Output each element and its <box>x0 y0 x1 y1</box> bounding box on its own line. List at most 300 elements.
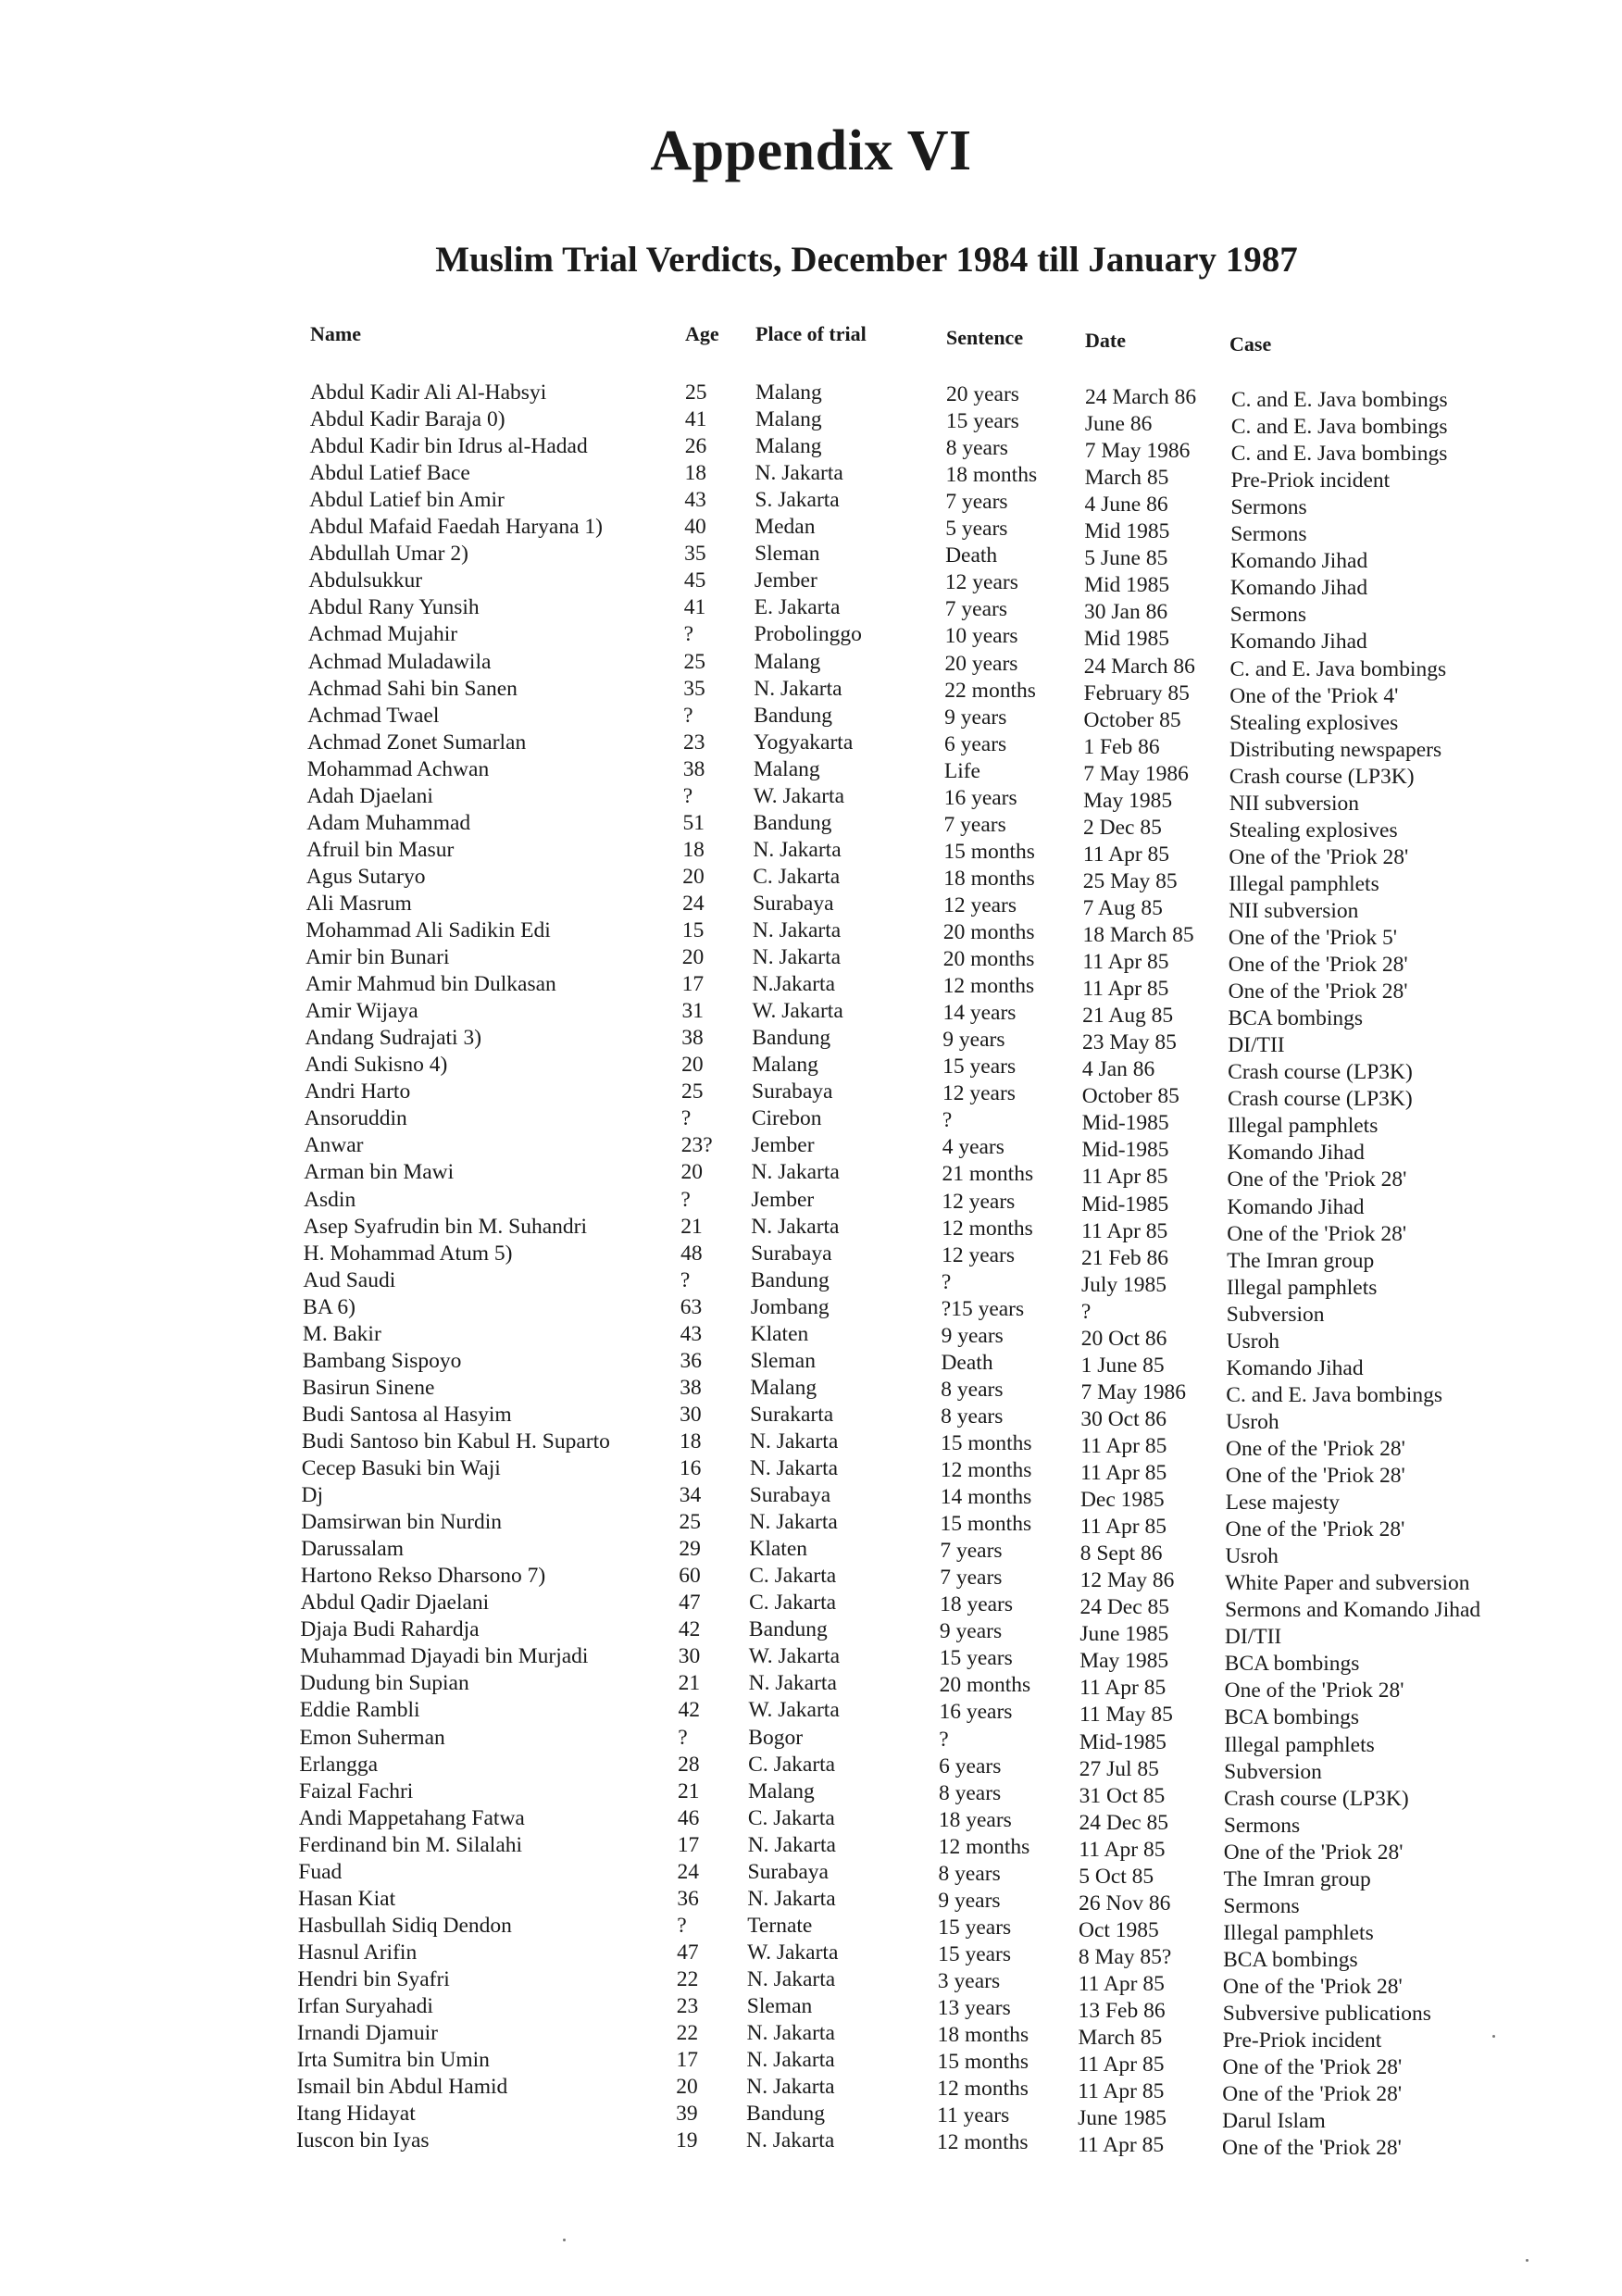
cell-age: 43 <box>684 488 706 513</box>
cell-place: Bandung <box>752 1026 831 1051</box>
cell-sentence: 20 years <box>944 651 1018 676</box>
cell-name: Muhammad Djayadi bin Murjadi <box>300 1644 589 1669</box>
cell-place: C. Jakarta <box>753 864 841 889</box>
cell-place: N. Jakarta <box>751 1160 840 1185</box>
cell-case: One of the 'Priok 4' <box>1229 683 1399 708</box>
table-row <box>0 783 1622 816</box>
cell-sentence: 22 months <box>944 678 1036 703</box>
cell-date: May 1985 <box>1079 1649 1169 1674</box>
cell-place: Klaten <box>749 1537 808 1562</box>
cell-age: 41 <box>683 595 706 620</box>
cell-name: Hasbullah Sidiq Dendon <box>297 1913 512 1938</box>
cell-place: Malang <box>755 434 822 459</box>
cell-date: 8 Sept 86 <box>1079 1541 1163 1566</box>
cell-case: The Imran group <box>1227 1248 1375 1273</box>
cell-date: 5 Oct 85 <box>1079 1864 1154 1889</box>
cell-age: 47 <box>679 1591 701 1616</box>
cell-case: Stealing explosives <box>1229 710 1399 735</box>
cell-case: Crash course (LP3K) <box>1229 764 1415 789</box>
cell-age: 23 <box>676 1994 699 2018</box>
cell-place: N.Jakarta <box>752 972 835 997</box>
cell-place: Yogyakarta <box>754 730 854 755</box>
table-row <box>0 568 1622 601</box>
cell-place: Jombang <box>750 1294 830 1319</box>
cell-case: One of the 'Priok 28' <box>1228 980 1408 1004</box>
cell-sentence: 15 months <box>941 1430 1032 1455</box>
cell-case: Subversion <box>1226 1302 1325 1327</box>
cell-name: Ali Masrum <box>306 891 412 916</box>
table-row <box>0 1886 1622 1918</box>
cell-date: July 1985 <box>1080 1272 1167 1297</box>
cell-age: 18 <box>680 1429 702 1454</box>
cell-name: Erlangga <box>299 1752 379 1777</box>
cell-place: W. Jakarta <box>748 1698 840 1723</box>
cell-age: 28 <box>678 1752 700 1777</box>
cell-sentence: ? <box>939 1727 949 1752</box>
cell-age: 30 <box>678 1644 701 1669</box>
cell-name: Ansoruddin <box>304 1106 407 1131</box>
table-row <box>0 1025 1622 1058</box>
cell-age: 29 <box>679 1537 701 1562</box>
cell-date: 18 March 85 <box>1082 923 1194 947</box>
table-row <box>0 1429 1622 1461</box>
cell-date: 30 Oct 86 <box>1080 1406 1167 1431</box>
cell-age: 25 <box>679 1510 702 1535</box>
cell-sentence: 12 months <box>940 1458 1032 1482</box>
cell-name: Abdul Latief bin Amir <box>309 488 505 513</box>
cell-sentence: 12 years <box>942 1242 1016 1267</box>
cell-name: Hasan Kiat <box>298 1886 396 1911</box>
cell-age: 20 <box>682 864 705 889</box>
cell-case: Sermons <box>1230 522 1307 547</box>
table-row <box>0 460 1622 493</box>
cell-sentence: 15 years <box>945 409 1019 434</box>
cell-sentence: 8 years <box>945 436 1008 461</box>
cell-age: 42 <box>678 1617 701 1642</box>
cell-sentence: 12 years <box>942 1081 1016 1106</box>
cell-date: 11 Apr 85 <box>1078 1971 1165 1996</box>
cell-place: Bogor <box>748 1725 804 1750</box>
cell-case: NII subversion <box>1229 898 1359 923</box>
table-row <box>0 1455 1622 1488</box>
cell-date: 26 Nov 86 <box>1079 1890 1171 1915</box>
cell-place: N. Jakarta <box>746 1966 836 1991</box>
cell-case: Subversive publications <box>1222 2002 1431 2026</box>
cell-age: 18 <box>682 837 705 862</box>
cell-case: One of the 'Priok 28' <box>1222 2136 1402 2161</box>
cell-case: Komando Jihad <box>1229 630 1367 655</box>
table-row <box>0 514 1622 547</box>
cell-place: Surabaya <box>752 1079 833 1104</box>
cell-date: Dec 1985 <box>1079 1488 1165 1513</box>
cell-name: Cecep Basuki bin Waji <box>301 1456 501 1480</box>
cell-age: ? <box>680 1187 691 1212</box>
cell-sentence: Death <box>945 543 998 568</box>
cell-age: 26 <box>684 434 707 459</box>
cell-case: Usroh <box>1225 1544 1279 1569</box>
cell-case: One of the 'Priok 28' <box>1224 1678 1404 1703</box>
cell-name: Ismail bin Abdul Hamid <box>296 2075 508 2100</box>
cell-age: 46 <box>677 1805 700 1830</box>
cell-date: 13 Feb 86 <box>1078 1999 1166 2023</box>
cell-sentence: 14 years <box>942 1001 1017 1026</box>
cell-age: ? <box>682 783 693 808</box>
table-row <box>0 541 1622 574</box>
cell-date: 31 Oct 85 <box>1079 1783 1166 1808</box>
cell-age: 34 <box>679 1483 702 1508</box>
cell-name: Abdul Mafaid Faedah Haryana 1) <box>308 515 603 540</box>
cell-name: Darussalam <box>301 1537 404 1562</box>
cell-date: 21 Feb 86 <box>1081 1245 1169 1270</box>
cell-sentence: 21 months <box>942 1162 1034 1187</box>
cell-name: Arman bin Mawi <box>304 1160 455 1185</box>
cell-case: NII subversion <box>1229 791 1360 816</box>
cell-sentence: 8 years <box>941 1377 1004 1402</box>
cell-age: 21 <box>680 1214 703 1239</box>
cell-sentence: 18 years <box>940 1592 1014 1617</box>
cell-sentence: 18 years <box>938 1807 1012 1832</box>
cell-age: 25 <box>685 381 707 405</box>
cell-case: Pre-Priok incident <box>1222 2028 1382 2053</box>
cell-sentence: 9 years <box>942 1028 1005 1053</box>
cell-age: 35 <box>684 542 706 567</box>
table-row <box>0 649 1622 681</box>
header-case: Case <box>1229 332 1272 356</box>
cell-place: Bandung <box>754 703 832 728</box>
cell-case: Sermons <box>1223 1893 1300 1918</box>
cell-sentence: 20 months <box>942 947 1035 972</box>
cell-place: Sleman <box>750 1348 816 1373</box>
cell-name: Fuad <box>298 1859 343 1884</box>
cell-age: 24 <box>677 1859 700 1884</box>
cell-case: Illegal pamphlets <box>1224 1732 1375 1757</box>
cell-name: Abdul Kadir Ali Al-Habsyi <box>310 381 547 405</box>
table-row <box>0 1159 1622 1192</box>
cell-case: BCA bombings <box>1223 1947 1358 1972</box>
cell-case: Illegal pamphlets <box>1227 1114 1379 1139</box>
cell-case: C. and E. Java bombings <box>1231 388 1448 412</box>
cell-name: Mohammad Ali Sadikin Edi <box>306 918 551 942</box>
table-row <box>0 2074 1622 2107</box>
cell-place: Jember <box>751 1133 815 1158</box>
cell-date: June 86 <box>1084 412 1153 437</box>
cell-place: N. Jakarta <box>752 945 842 970</box>
cell-date: 11 Apr 85 <box>1079 1676 1167 1701</box>
cell-place: Surakarta <box>750 1402 834 1427</box>
cell-place: Surabaya <box>749 1483 831 1508</box>
cell-case: One of the 'Priok 28' <box>1227 1167 1407 1192</box>
cell-place: Ternate <box>747 1913 813 1938</box>
cell-case: Pre-Priok incident <box>1230 468 1391 493</box>
cell-case: BCA bombings <box>1228 1006 1364 1031</box>
table-row <box>0 971 1622 1004</box>
cell-date: 11 Apr 85 <box>1082 977 1169 1002</box>
cell-date: Mid-1985 <box>1081 1111 1169 1136</box>
cell-name: Andi Sukisno 4) <box>305 1053 448 1078</box>
cell-place: Surabaya <box>747 1859 829 1884</box>
cell-sentence: 20 years <box>946 382 1019 406</box>
cell-age: 20 <box>680 1160 704 1185</box>
cell-age: 20 <box>676 2075 698 2100</box>
cell-date: 12 May 86 <box>1079 1568 1175 1593</box>
cell-place: Malang <box>755 407 822 432</box>
cell-name: H. Mohammad Atum 5) <box>303 1241 513 1266</box>
cell-sentence: 20 months <box>939 1673 1031 1698</box>
cell-place: Bandung <box>750 1267 830 1292</box>
cell-sentence: 9 years <box>944 705 1007 730</box>
table-row <box>0 1267 1622 1300</box>
cell-age: ? <box>680 1267 691 1292</box>
cell-age: 38 <box>681 1026 704 1051</box>
cell-sentence: Life <box>943 758 980 783</box>
cell-case: BCA bombings <box>1224 1705 1360 1730</box>
cell-age: 16 <box>679 1456 702 1480</box>
page-title: Appendix VI <box>650 119 972 182</box>
cell-place: C. Jakarta <box>748 1752 836 1777</box>
cell-name: Achmad Zonet Sumarlan <box>307 730 527 755</box>
cell-place: E. Jakarta <box>754 595 841 620</box>
cell-name: M. Bakir <box>302 1321 381 1346</box>
cell-date: 23 May 85 <box>1082 1030 1177 1055</box>
cell-case: One of the 'Priok 28' <box>1225 1464 1405 1488</box>
cell-case: Subversion <box>1224 1759 1322 1784</box>
table-row <box>0 944 1622 978</box>
cell-place: Bandung <box>753 810 832 835</box>
cell-age: ? <box>683 622 694 647</box>
cell-sentence: 7 years <box>944 597 1007 622</box>
cell-name: Achmad Muladawila <box>307 649 492 674</box>
cell-age: 17 <box>681 972 705 997</box>
cell-name: Andri Harto <box>305 1079 411 1104</box>
table-row <box>0 1482 1622 1516</box>
cell-case: Sermons <box>1229 603 1307 628</box>
cell-place: Malang <box>755 381 822 405</box>
table-row <box>0 1132 1622 1166</box>
cell-name: Itang Hidayat <box>296 2102 416 2127</box>
cell-date: Mid-1985 <box>1081 1138 1169 1163</box>
cell-date: 4 June 86 <box>1084 493 1168 518</box>
cell-name: Dudung bin Supian <box>299 1671 469 1696</box>
scan-speck <box>563 2239 566 2241</box>
cell-sentence: 11 years <box>937 2103 1010 2128</box>
table-row <box>0 756 1622 789</box>
cell-name: Amir Mahmud bin Dulkasan <box>305 972 556 997</box>
cell-name: Achmad Sahi bin Sanen <box>307 676 518 701</box>
cell-case: One of the 'Priok 28' <box>1222 1974 1403 1999</box>
cell-place: N. Jakarta <box>746 2021 835 2046</box>
cell-place: Bandung <box>748 1617 828 1642</box>
cell-case: Komando Jihad <box>1229 576 1368 601</box>
cell-date: June 1985 <box>1078 2106 1167 2131</box>
table-row <box>0 891 1622 923</box>
table-row <box>0 1859 1622 1891</box>
cell-name: Abdullah Umar 2) <box>308 542 468 567</box>
cell-case: One of the 'Priok 28' <box>1223 1840 1404 1865</box>
cell-place: N. Jakarta <box>746 2075 835 2100</box>
cell-place: N. Jakarta <box>752 918 842 942</box>
cell-name: Achmad Mujahir <box>307 622 458 647</box>
cell-sentence: 18 months <box>943 866 1035 891</box>
table-row <box>0 380 1622 412</box>
cell-date: 11 Apr 85 <box>1078 2133 1165 2158</box>
cell-sentence: 9 years <box>941 1323 1004 1348</box>
cell-name: Abdulsukkur <box>308 568 423 593</box>
cell-place: Probolinggo <box>754 622 862 647</box>
cell-name: Dj <box>301 1483 324 1508</box>
cell-sentence: 7 years <box>943 812 1006 837</box>
table-row <box>0 730 1622 762</box>
cell-sentence: 15 months <box>940 1512 1032 1537</box>
cell-name: Irnandi Djamuir <box>296 2021 438 2046</box>
cell-case: White Paper and subversion <box>1225 1571 1470 1596</box>
cell-age: 21 <box>678 1778 700 1803</box>
page-subtitle: Muslim Trial Verdicts, December 1984 till January 1987 <box>435 240 1298 280</box>
cell-date: 11 Apr 85 <box>1082 842 1170 867</box>
cell-case: DI/TII <box>1224 1625 1282 1650</box>
cell-sentence: 18 months <box>937 2023 1029 2048</box>
cell-name: Hendri bin Syafri <box>297 1966 450 1991</box>
cell-name: Amir Wijaya <box>305 999 418 1024</box>
cell-age: 20 <box>681 945 705 970</box>
table-row <box>0 621 1622 655</box>
table-row <box>0 1725 1622 1757</box>
cell-age: 48 <box>680 1241 703 1266</box>
cell-date: Mid-1985 <box>1081 1192 1169 1217</box>
cell-place: N. Jakarta <box>746 2048 835 2073</box>
header-age: Age <box>685 322 719 345</box>
cell-date: 11 Apr 85 <box>1080 1433 1167 1458</box>
cell-date: 20 Oct 86 <box>1080 1326 1167 1351</box>
cell-sentence: 7 years <box>945 490 1008 515</box>
cell-name: Adah Djaelani <box>306 783 433 808</box>
cell-date: 5 June 85 <box>1084 546 1168 571</box>
cell-date: 11 Apr 85 <box>1082 950 1169 975</box>
cell-name: Hasnul Arifin <box>297 1940 418 1965</box>
cell-case: BCA bombings <box>1224 1652 1360 1677</box>
cell-case: C. and E. Java bombings <box>1226 1382 1442 1407</box>
cell-age: 25 <box>681 1079 704 1104</box>
cell-age: 41 <box>684 407 707 432</box>
cell-sentence: 12 months <box>938 1834 1030 1859</box>
header-sentence: Sentence <box>946 326 1024 349</box>
cell-case: Stealing explosives <box>1229 817 1398 842</box>
cell-case: One of the 'Priok 28' <box>1226 1436 1405 1461</box>
cell-age: 24 <box>682 891 705 916</box>
cell-sentence: 15 years <box>939 1646 1013 1671</box>
cell-place: Malang <box>753 756 820 781</box>
cell-sentence: 7 years <box>940 1539 1003 1564</box>
cell-sentence: 20 months <box>942 920 1035 944</box>
cell-age: 15 <box>681 918 705 942</box>
header-place: Place of trial <box>755 322 867 345</box>
cell-age: 30 <box>680 1402 702 1427</box>
cell-name: Afruil bin Masur <box>306 837 455 862</box>
table-row <box>0 1536 1622 1569</box>
cell-place: S. Jakarta <box>755 488 840 513</box>
table-row <box>0 1778 1622 1811</box>
table-row <box>0 433 1622 467</box>
cell-place: Malang <box>754 649 821 674</box>
cell-case: DI/TII <box>1228 1033 1285 1058</box>
cell-case: Crash course (LP3K) <box>1224 1786 1409 1811</box>
cell-sentence: 10 years <box>944 624 1018 649</box>
cell-date: Mid 1985 <box>1083 627 1169 652</box>
cell-case: Komando Jihad <box>1230 549 1368 574</box>
cell-place: C. Jakarta <box>747 1805 835 1830</box>
table-row <box>0 1052 1622 1085</box>
cell-name: Aud Saudi <box>303 1267 396 1292</box>
cell-place: Jember <box>754 568 817 593</box>
cell-date: 7 Aug 85 <box>1082 895 1163 920</box>
cell-case: The Imran group <box>1223 1866 1371 1891</box>
cell-name: BA 6) <box>303 1294 356 1319</box>
cell-age: 23? <box>680 1133 713 1158</box>
cell-case: Crash course (LP3K) <box>1228 1087 1413 1112</box>
table-row <box>0 2128 1622 2161</box>
cell-place: Cirebon <box>751 1106 822 1131</box>
cell-case: One of the 'Priok 5' <box>1228 926 1398 950</box>
cell-date: ? <box>1080 1299 1092 1324</box>
cell-place: Malang <box>752 1053 818 1078</box>
cell-name: Anwar <box>304 1133 364 1158</box>
cell-date: 1 June 85 <box>1080 1353 1165 1378</box>
table-row <box>0 837 1622 869</box>
cell-sentence: 16 years <box>943 785 1017 810</box>
table-row <box>0 1913 1622 1945</box>
cell-sentence: 12 months <box>937 2130 1029 2155</box>
cell-place: Medan <box>755 515 816 540</box>
cell-sentence: 12 months <box>942 1216 1033 1241</box>
table-row <box>0 487 1622 520</box>
cell-date: 24 March 86 <box>1085 385 1197 409</box>
table-row <box>0 864 1622 896</box>
cell-sentence: 12 years <box>943 892 1017 917</box>
table-row <box>0 1643 1622 1677</box>
cell-date: 11 May 85 <box>1079 1703 1173 1728</box>
cell-date: 2 Dec 85 <box>1083 815 1162 840</box>
cell-date: 11 Apr 85 <box>1081 1165 1168 1190</box>
cell-date: 11 Apr 85 <box>1079 1837 1166 1862</box>
table-row <box>0 1940 1622 1972</box>
table-row <box>0 1321 1622 1354</box>
cell-date: 1 Feb 86 <box>1083 734 1160 759</box>
cell-case: Komando Jihad <box>1226 1355 1364 1380</box>
cell-name: Iuscon bin Iyas <box>296 2128 430 2153</box>
cell-date: 27 Jul 85 <box>1079 1756 1159 1781</box>
cell-sentence: ? <box>941 1269 952 1294</box>
cell-date: 11 Apr 85 <box>1078 2079 1165 2104</box>
table-row <box>0 2047 1622 2080</box>
cell-name: Faizal Fachri <box>299 1778 414 1803</box>
table-row <box>0 1509 1622 1542</box>
cell-age: ? <box>677 1913 687 1938</box>
cell-name: Adam Muhammad <box>306 810 471 835</box>
cell-place: N. Jakarta <box>749 1456 839 1480</box>
cell-date: 4 Jan 86 <box>1081 1057 1155 1082</box>
cell-age: 35 <box>683 676 705 701</box>
scan-speck <box>1526 2259 1528 2262</box>
cell-place: N. Jakarta <box>746 2128 835 2153</box>
cell-name: Hartono Rekso Dharsono 7) <box>300 1564 546 1589</box>
cell-case: Lese majesty <box>1225 1491 1341 1516</box>
cell-age: ? <box>680 1106 692 1131</box>
cell-date: June 1985 <box>1079 1622 1169 1647</box>
cell-name: Asep Syafrudin bin M. Suhandri <box>303 1214 587 1239</box>
cell-name: Abdul Qadir Djaelani <box>300 1591 490 1616</box>
cell-place: Surabaya <box>751 1241 832 1266</box>
cell-sentence: Death <box>941 1350 993 1375</box>
cell-place: N. Jakarta <box>748 1671 837 1696</box>
